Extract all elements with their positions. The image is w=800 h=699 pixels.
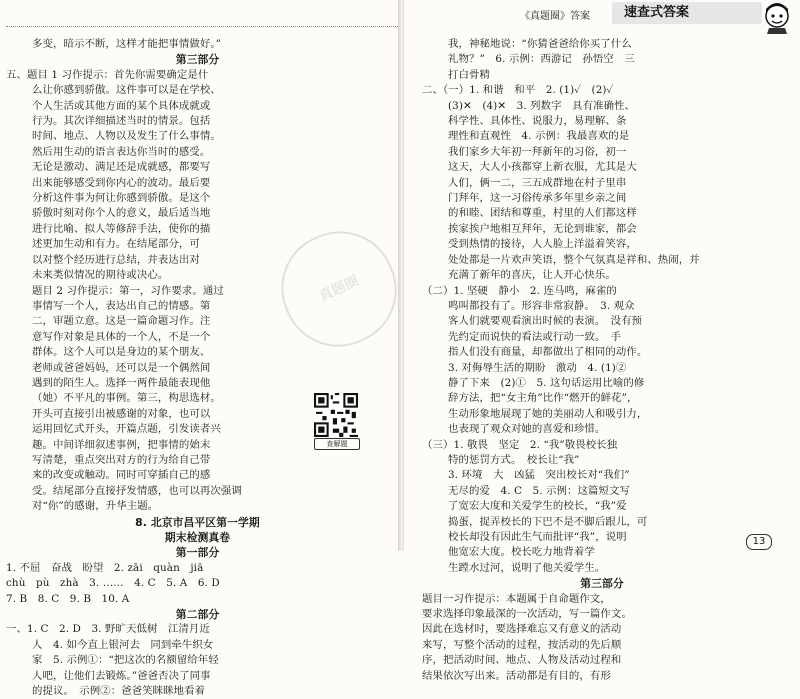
right-text-line: 的和睦、团结和尊重，村里的人们都这样 [448,207,637,220]
right-text-line: 挨家挨户地相互拜年，无论到谁家，都会 [448,222,637,235]
right-text-line: 充满了新年的喜庆，让人开心快乐。 [448,269,616,282]
left-text-line: 进行比喻、拟人等修辞手法，使你的描 [32,222,211,235]
right-text-line: 来写，写整个活动的过程，按活动的先后顺 [422,638,622,651]
left-text-line: chù pù zhà 3. …… 4. C 5. A 6. D [6,577,220,590]
left-text-line: 人 4. 如今直上银河去 同到牵牛织女 [32,638,214,651]
left-answer-column [6,37,389,699]
left-text-line: 第一部分 [175,546,220,560]
left-text-line: 7. B 8. C 9. B 10. A [6,592,130,605]
right-text-line: 3. 环境 大 凶猛 突出校长对“我们” [448,469,630,482]
left-text-line: 么让你感到骄傲。这件事可以是在学校、 [32,84,221,97]
left-text-line: 行为。其次详细描述当时的情景。包括 [32,115,211,128]
left-text-line: 人吧，让他们去锻炼。”爸爸否决了同事 [32,669,211,682]
right-text-line: 二、（一）1. 和谐 和平 2. (1)✓ (2)✓ [422,84,614,97]
left-text-line: 写清楚，重点突出对方的行为给自己带 [32,453,211,466]
right-text-line: 题目一习作提示：本题属于自命题作文， [422,592,611,605]
left-text-line: 对“你”的感谢，升华主题。 [32,500,159,513]
left-text-line: 意写作对象是具体的一个人，不是一个 [32,330,211,343]
left-text-line: 多变，暗示不断，这样才能把事情做好。” [32,38,222,50]
right-text-line: 我，神秘地说：“你猜爸爸给你买了什么 [448,38,632,50]
right-text-line: 这天，大人小孩都穿上新衣服，尤其是大 [448,161,637,174]
left-text-line: 受。结尾部分直接抒发情感，也可以再次强调 [32,484,242,497]
right-text-line: 他宽宏大度。校长吃力地背着学 [448,546,595,559]
left-text-line: 1. 不屈 奋战 盼望 2. zāi quàn jiā [6,561,204,574]
left-text-line: 遇到的陌生人。选择一两件最能表现他 [32,376,211,389]
left-text-line: 趣。中间详细叙述事例，把事情的始末 [32,438,211,451]
left-text-line: 未来类似情况的期待或决心。 [32,269,169,282]
right-text-line: 静了下来 (2)① 5. 这句话运用比喻的修 [448,376,645,389]
right-text-line: 受到热情的接待，人人脸上洋溢着笑容， [448,238,637,251]
left-text-line: 家 5. 示例①：“把这次的名额留给年轻 [32,654,219,667]
right-text-line: 第三部分 [580,577,624,591]
left-text-line: 期末检测真卷 [164,531,231,544]
qr-code-icon[interactable] [314,393,358,437]
left-text-line: （她）不平凡的事例。第三，构思选材。 [32,392,221,405]
left-text-line: 二，审题立意。这是一篇命题习作。注 [32,315,211,328]
right-text-line: 了宽宏大度和关爱学生的校长，“我”爱 [448,500,627,513]
left-text-line: 时间、地点、人物以及发生了什么事情。 [32,130,221,143]
right-text-line: (3)✕ (4)✕ 3. 列数字 具有准确性、 [448,99,636,112]
right-text-line: 捣蛋，捉弄校长的下巴不是不脚后跟儿，可 [448,515,648,528]
right-text-line: 人们，俩一二，三五成群地在村子里串 [448,176,627,189]
left-text-line: 出来能够感受到你内心的波动。最后要 [32,176,211,189]
right-text-line: 生蹚水过河，说明了他关爱学生。 [448,561,606,574]
watermark-stamp: 真题圈 [263,213,398,364]
left-text-line: 然后用生动的语言表达你当时的感受。 [32,145,211,158]
right-text-line: （三）1. 敬畏 坚定 2. “我”敬畏校长独 [422,438,618,451]
right-text-line: 门拜年，这一习俗传承多年里乡亲之间 [448,192,627,205]
left-text-line: 事情写一个人，表达出自己的情感。第 [32,299,211,312]
right-text-line: 先约定而说快的看法或行动一致。 手 [448,330,622,343]
right-text-line: 序，把活动时间、地点、人物及活动过程和 [422,654,622,667]
right-text-line: 无尽的爱 4. C 5. 示例：这篇短文写 [448,484,630,497]
book-title: 《真题圈》答案 [520,11,590,22]
right-text-line: 打白骨精 [448,68,490,81]
right-text-line: 我们家乡大年初一拜新年的习俗，初一 [448,145,627,158]
left-text-line: 述更加生动和有力。在结尾部分，可 [32,238,200,251]
left-text-line: 一、1. C 2. D 3. 野旷天低树 江清月近 [6,623,210,636]
right-text-line: 礼物？” 6. 示例：西游记 孙悟空 三 [448,53,635,66]
right-text-line: 生动形象地展现了她的美丽动人和吸引力， [448,407,648,420]
left-text-line: 的提议。 示例②：爸爸笑眯眯地看着 [32,685,206,698]
left-text-line: 个人生活或其他方面的某个具体成就或 [32,99,211,112]
right-text-line: 因此在选材时，要选择难忘又有意义的活动 [422,623,622,636]
right-text-line: 3. 对侮辱生活的期盼 激动 4. (1)② [448,361,627,374]
left-text-line: 骄傲时刻对你个人的意义，最后适当地 [32,207,211,220]
left-text-line: 第三部分 [175,53,220,67]
right-text-line: 客人们就要观看演出时候的表演。 没有预 [448,315,643,328]
left-text-line: 第二部分 [175,608,220,622]
right-text-line: 理性和直观性 4. 示例：我最喜欢的是 [448,130,630,143]
qr-label: 查解题 [314,438,360,450]
right-text-line: 科学性、具体性、说服力，易理解、条 [448,115,627,128]
right-text-line: 要求选择印象最深的一次活动，写一篇作文。 [422,608,632,621]
left-text-line: 分析这件事为何让你感到骄傲。是这个 [32,192,211,205]
mascot-icon [760,2,794,34]
right-text-line: （二）1. 坚硬 静小 2. 连马鸣，麻雀的 [422,284,617,297]
left-text-line: 来的改变或触动。同时可穿插自己的感 [32,469,211,482]
left-text-line: 题目 2 习作提示：第一，习作要求。通过 [32,284,224,297]
right-answer-column [422,37,782,684]
left-text-line: 以对整个经历进行总结，并表达出对 [32,253,200,266]
right-text-line: 辞方法，把“女主角”比作“燃开的鲜花”， [448,392,638,405]
right-text-line: 结果依次写出来。活动都是有目的，有形 [422,669,611,682]
left-text-line: 运用回忆式开头，开篇点题，引发读者兴 [32,423,221,436]
page-number: 13 [746,534,772,550]
left-text-line: 开头可直接引出被感谢的对象，也可以 [32,407,211,420]
right-text-line: 处处都是一片欢声笑语，整个气氛真是祥和、热闹，并 [448,253,700,266]
right-text-line: 校长却没有因此生气而批评“我”，说明 [448,531,627,543]
left-text-line: 群体。这个人可以是身边的某个朋友、 [32,346,211,359]
left-text-line: 老师或爸爸妈妈，还可以是一个偶然间 [32,361,211,374]
left-text-line: 五、题目 1 习作提示：首先你需要确定是什 [6,68,209,81]
left-text-line: 8. 北京市昌平区第一学期 [135,515,260,529]
answer-badge: 速查式答案 [612,2,762,24]
right-text-line: 指人们没有商量，却都做出了相同的动作。 [448,346,648,359]
right-text-line: 也表现了观众对她的喜爱和珍惜。 [448,423,606,436]
left-text-line: 无论是激动、满足还是成就感，都要写 [32,161,211,174]
right-text-line: 特的惩罚方式。 校长让“我” [448,453,580,466]
header-dotted-rule [6,26,398,27]
right-text-line: 鸣叫都投有了。形容非常寂静。 3. 观众 [448,299,635,312]
